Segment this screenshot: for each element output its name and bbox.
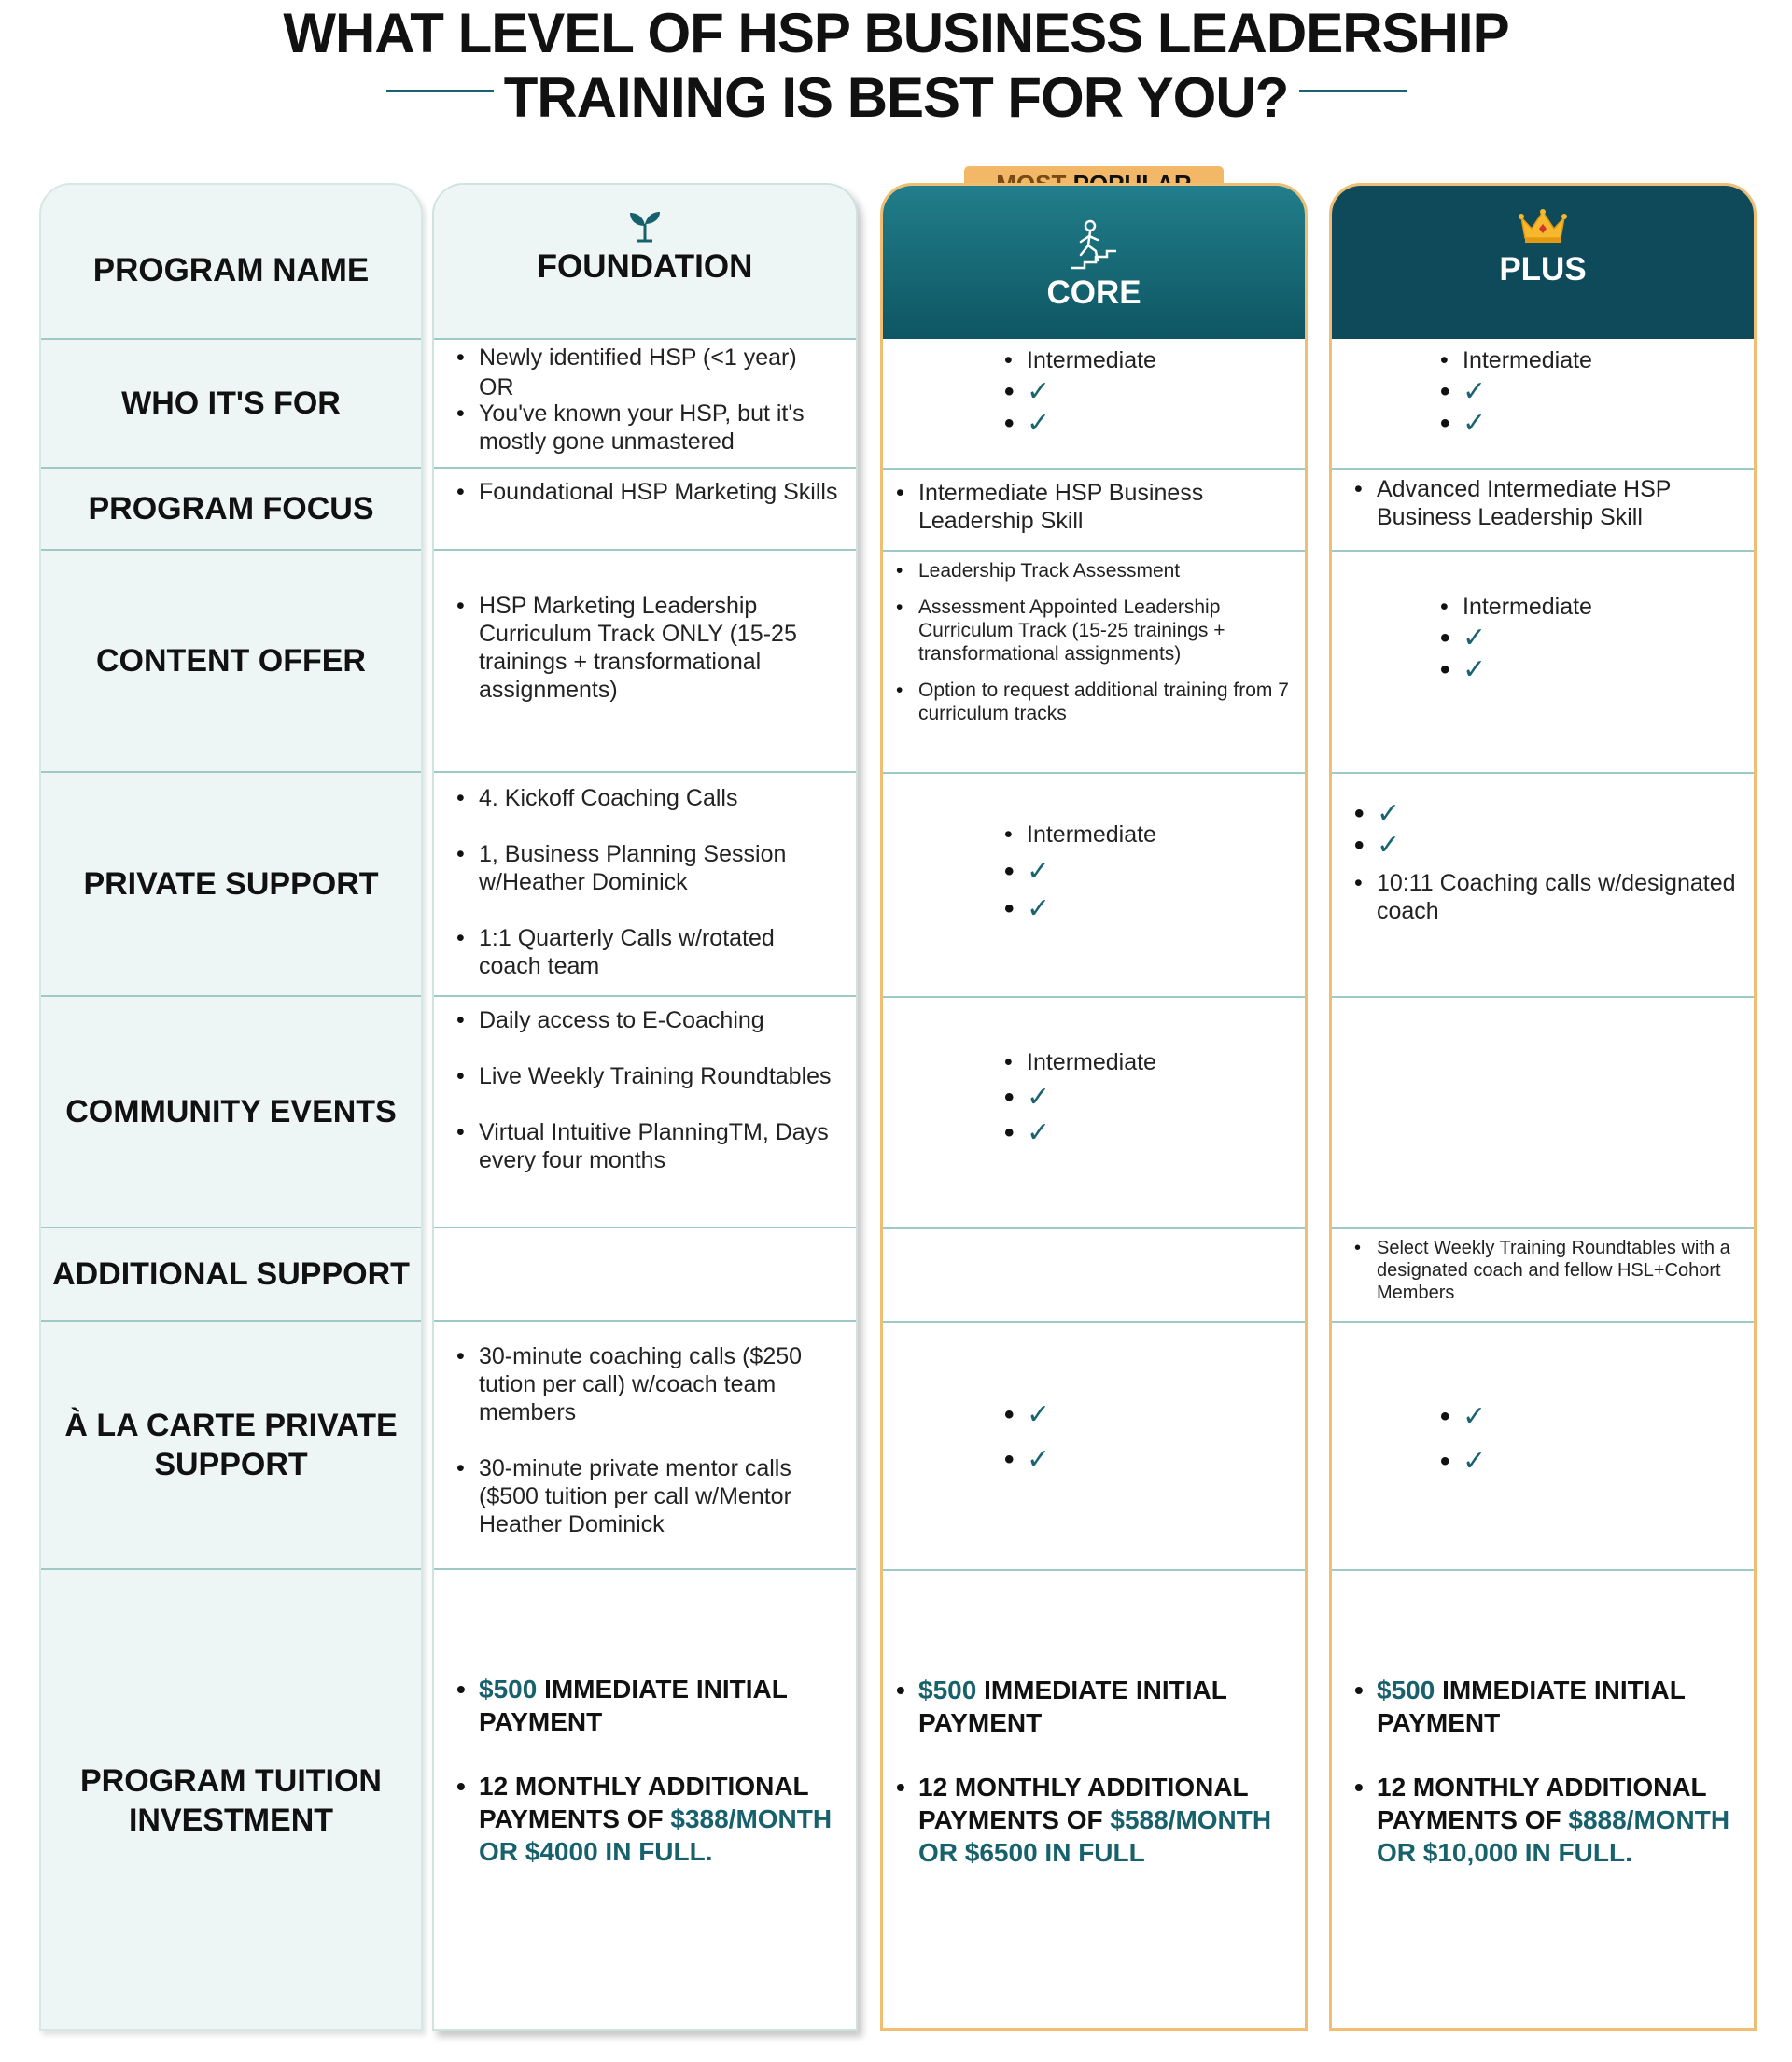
foundation-alacarte-cell (434, 1320, 856, 1568)
list-item: • Intermediate HSP Business Leadership Skill (896, 479, 1288, 535)
title-rule-left (386, 90, 494, 92)
list-item: • Leadership Track Assessment (896, 559, 1297, 582)
row-label-alacarte: À LA CARTE PRIVATE SUPPORT (41, 1320, 421, 1568)
list-item: • HSP Marketing Leadership Curriculum Track ONLY (15-25 trainings + transformational assignments) (456, 592, 839, 704)
plus-private-list (1354, 800, 1746, 925)
price-initial-text: IMMEDIATE INITIAL PAYMENT (479, 1675, 788, 1736)
list-item: • Advanced Intermediate HSP Business Leadership Skill (1354, 475, 1746, 531)
price-initial-item (456, 1673, 839, 1738)
list-item: • 1:1 Quarterly Calls w/rotated coach team (456, 924, 839, 980)
core-alacarte-list (1004, 1401, 1284, 1474)
check-icon: • ✓ (1440, 410, 1739, 438)
foundation-additional-cell (434, 1227, 856, 1320)
core-who-list (1004, 346, 1284, 438)
plus-alacarte-list (1440, 1403, 1739, 1476)
list-item: • Daily access to E-Coaching (456, 1006, 839, 1034)
check-icon: • ✓ (1440, 624, 1739, 652)
core-focus-cell (883, 468, 1305, 550)
list-item: • Intermediate (1004, 1048, 1284, 1076)
core-alacarte-cell (883, 1321, 1305, 1569)
price-amount: $500 (479, 1675, 538, 1704)
list-item: • 1, Business Planning Session w/Heather Dominick (456, 840, 839, 896)
core-who-cell (883, 339, 1305, 468)
price-monthly-item (456, 1770, 839, 1868)
program-name-label: PROGRAM NAME (92, 252, 370, 288)
price-initial-text: IMMEDIATE INITIAL PAYMENT (918, 1676, 1227, 1737)
plus-focus-list (1354, 475, 1746, 531)
price-full-text: $588/MONTH OR $6500 IN FULL (918, 1805, 1272, 1867)
check-icon: • ✓ (1004, 895, 1284, 923)
list-item: • Intermediate (1440, 346, 1739, 374)
plus-price-list (1354, 1674, 1746, 1901)
foundation-who-list-2 (456, 400, 839, 456)
list-item: • Intermediate (1004, 346, 1284, 374)
price-monthly-text: 12 MONTHLY ADDITIONAL PAYMENTS OF (479, 1772, 809, 1833)
core-community-list (1004, 1048, 1284, 1147)
foundation-who-cell (434, 338, 856, 467)
core-column (880, 183, 1308, 2031)
check-icon: • ✓ (1004, 1446, 1284, 1474)
plus-content-list (1440, 593, 1739, 684)
check-icon: • ✓ (1004, 1401, 1284, 1429)
foundation-who-list (456, 344, 839, 372)
foundation-alacarte-list (456, 1342, 839, 1538)
list-item: • Live Weekly Training Roundtables (456, 1062, 839, 1090)
title-line-2: TRAINING IS BEST FOR YOU? (503, 66, 1289, 129)
price-full-text: $388/MONTH OR $4000 IN FULL. (479, 1804, 833, 1866)
core-community-cell (883, 996, 1305, 1227)
core-tuition-cell (883, 1569, 1305, 2031)
check-icon: • ✓ (1004, 378, 1284, 406)
row-label-additional: ADDITIONAL SUPPORT (41, 1227, 421, 1320)
core-content-cell (883, 550, 1305, 772)
list-item: • 30-minute coaching calls ($250 tution per call) w/coach team members (456, 1342, 839, 1426)
price-amount: $500 (918, 1676, 977, 1704)
price-monthly-text: 12 MONTHLY ADDITIONAL PAYMENTS OF (1377, 1773, 1707, 1834)
row-label-content: CONTENT OFFER (41, 549, 421, 771)
list-item: • 4. Kickoff Coaching Calls (456, 784, 839, 812)
foundation-title: FOUNDATION (537, 248, 753, 285)
foundation-tuition-cell (434, 1568, 856, 2031)
core-title: CORE (1046, 274, 1141, 311)
sprout-icon (626, 209, 664, 247)
row-label-tuition: PROGRAM TUITION INVESTMENT (41, 1568, 421, 2031)
plus-title: PLUS (1499, 251, 1587, 288)
plus-private-cell (1332, 772, 1754, 996)
check-icon: • ✓ (1440, 1448, 1739, 1476)
plus-alacarte-cell (1332, 1321, 1754, 1569)
plus-additional-cell (1332, 1227, 1754, 1321)
foundation-private-cell (434, 771, 856, 995)
price-amount: $500 (1377, 1676, 1435, 1704)
plus-header (1332, 186, 1754, 341)
or-text: OR (479, 374, 514, 400)
check-icon: • ✓ (1004, 1119, 1284, 1147)
plus-community-cell (1332, 996, 1754, 1227)
list-item: • Assessment Appointed Leadership Curriculum Track (15-25 trainings + transformational assignments) (896, 596, 1297, 666)
labels-column (39, 183, 423, 2031)
plus-column (1329, 183, 1757, 2031)
plus-content-cell (1332, 550, 1754, 772)
check-icon: • ✓ (1004, 858, 1284, 886)
plus-who-cell (1332, 339, 1754, 468)
price-monthly-text: 12 MONTHLY ADDITIONAL PAYMENTS OF (918, 1773, 1249, 1834)
core-focus-list (896, 479, 1288, 535)
foundation-header (434, 185, 856, 340)
list-item: • Intermediate (1440, 593, 1739, 621)
price-initial-item (896, 1674, 1288, 1739)
price-monthly-item (896, 1771, 1288, 1869)
core-additional-cell (883, 1227, 1305, 1321)
check-icon: • ✓ (1004, 410, 1284, 438)
core-private-cell (883, 772, 1305, 996)
core-price-list (896, 1674, 1288, 1901)
foundation-column (432, 183, 858, 2031)
foundation-private-list (456, 784, 839, 980)
check-icon: • ✓ (1354, 832, 1746, 860)
list-item: • Option to request additional training from 7 curriculum tracks (896, 679, 1297, 725)
list-item: • Virtual Intuitive PlanningTM, Days every four months (456, 1118, 839, 1174)
row-label-focus: PROGRAM FOCUS (41, 467, 421, 549)
list-item: • 30-minute private mentor calls ($500 tuition per call w/Mentor Heather Dominick (456, 1454, 839, 1538)
list-item: • Newly identified HSP (<1 year) (456, 344, 839, 372)
title-rule-right (1299, 90, 1407, 92)
row-label-private: PRIVATE SUPPORT (41, 771, 421, 995)
check-icon: • ✓ (1354, 800, 1746, 828)
price-initial-item (1354, 1674, 1746, 1739)
crown-icon (1518, 208, 1568, 248)
plus-additional-list (1354, 1237, 1746, 1304)
check-icon: • ✓ (1440, 656, 1739, 684)
labels-header (41, 185, 421, 340)
row-label-who: WHO IT'S FOR (41, 338, 421, 467)
title-line-1: WHAT LEVEL OF HSP BUSINESS LEADERSHIP (283, 2, 1509, 64)
foundation-focus-cell (434, 467, 856, 549)
price-initial-text: IMMEDIATE INITIAL PAYMENT (1377, 1676, 1686, 1737)
plus-tuition-cell (1332, 1569, 1754, 2031)
list-item: • Intermediate (1004, 821, 1284, 849)
foundation-content-cell (434, 549, 856, 771)
list-item: • Select Weekly Training Roundtables with a designated coach and fellow HSL+Cohort Members (1354, 1237, 1746, 1304)
check-icon: • ✓ (1004, 1084, 1284, 1112)
core-private-list (1004, 821, 1284, 923)
price-monthly-item (1354, 1771, 1746, 1869)
foundation-price-list (456, 1673, 839, 1900)
check-icon: • ✓ (1440, 1403, 1739, 1431)
plus-focus-cell (1332, 468, 1754, 550)
foundation-community-cell (434, 995, 856, 1227)
foundation-community-list (456, 1006, 839, 1174)
core-content-list (896, 559, 1297, 725)
list-item: • 10:11 Coaching calls w/designated coach (1354, 869, 1746, 925)
climbing-stairs-icon (1070, 219, 1118, 274)
list-item: • Foundational HSP Marketing Skills (456, 478, 839, 506)
row-label-community: COMMUNITY EVENTS (41, 995, 421, 1227)
list-item: • You've known your HSP, but it's mostly gone unmastered (456, 400, 839, 456)
price-full-text: $888/MONTH OR $10,000 IN FULL. (1377, 1805, 1730, 1867)
plus-who-list (1440, 346, 1739, 438)
foundation-focus-list (456, 478, 839, 506)
foundation-content-list (456, 592, 839, 704)
core-header (883, 186, 1305, 341)
check-icon: • ✓ (1440, 378, 1739, 406)
